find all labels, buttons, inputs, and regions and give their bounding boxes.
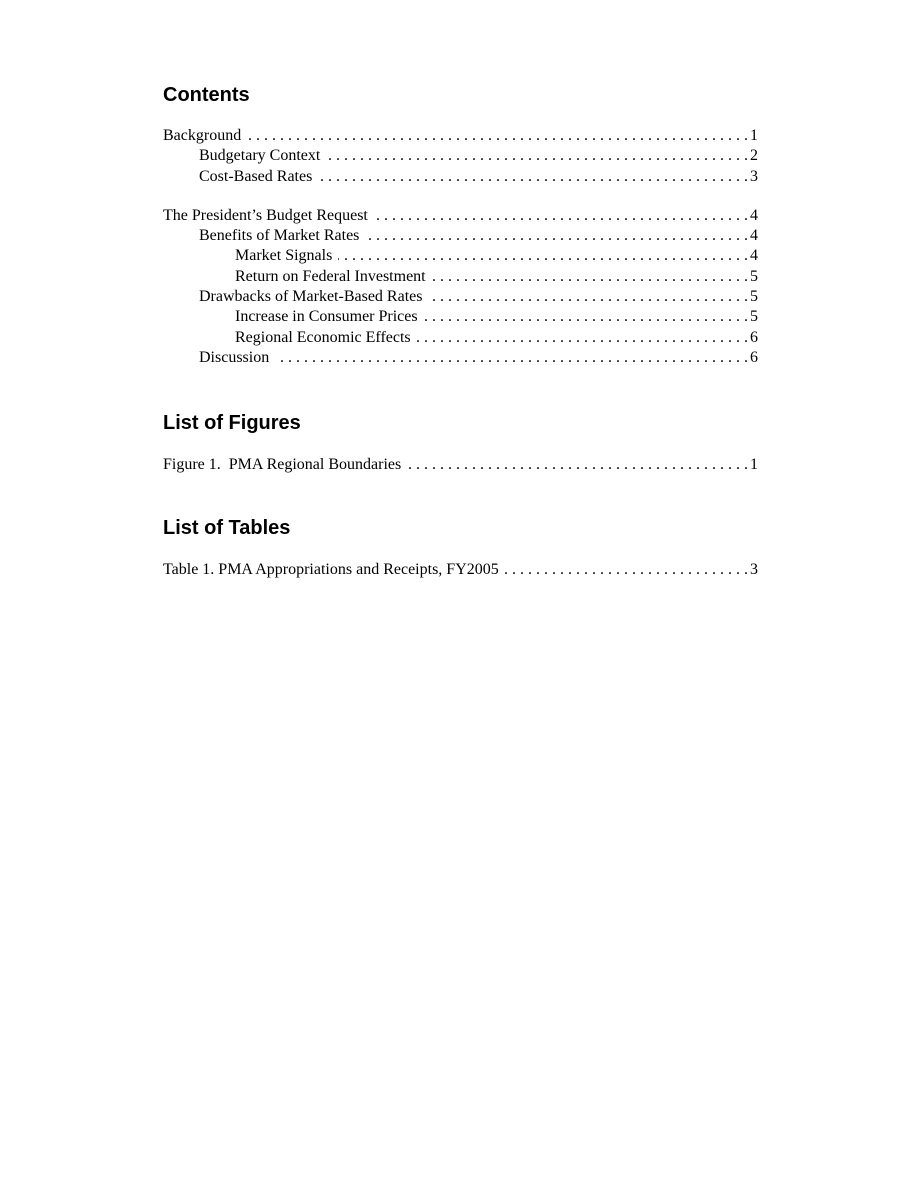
toc-entry-background[interactable] <box>163 126 758 146</box>
toc-entry-title: Increase in Consumer Prices <box>235 308 418 326</box>
figure-entry-pma-regional-boundaries[interactable] <box>163 455 758 475</box>
toc-entry-increase-in-consumer-prices[interactable] <box>163 307 758 327</box>
dot-leader <box>247 126 748 146</box>
list-of-figures-heading: List of Figures <box>163 412 301 434</box>
toc-entry-page: 4 <box>750 206 758 224</box>
dot-leader <box>318 167 748 187</box>
figures-list <box>163 455 758 475</box>
contents-heading: Contents <box>163 84 250 106</box>
toc-entry-return-on-federal-investment[interactable] <box>163 267 758 287</box>
toc-entry-page: 2 <box>750 147 758 165</box>
toc-entry-title: Return on Federal Investment <box>235 267 426 285</box>
dot-leader <box>365 226 748 246</box>
list-of-tables-heading: List of Tables <box>163 517 291 539</box>
toc-entry-page: 5 <box>750 308 758 326</box>
toc-entry-page: 5 <box>750 267 758 285</box>
toc-entry-page: 4 <box>750 227 758 245</box>
dot-leader <box>326 146 748 166</box>
toc-entry-page: 4 <box>750 247 758 265</box>
table-entry-page: 3 <box>750 561 758 578</box>
toc-entry-title: Budgetary Context <box>199 147 321 165</box>
toc-entry-presidents-budget-request[interactable] <box>163 206 758 226</box>
dot-leader <box>505 560 748 580</box>
figure-entry-page: 1 <box>750 456 758 473</box>
toc-entry-title: Regional Economic Effects <box>235 328 411 346</box>
toc-entry-discussion[interactable] <box>163 348 758 368</box>
toc-entry-page: 5 <box>750 288 758 306</box>
toc-entry-regional-economic-effects[interactable] <box>163 328 758 348</box>
toc-entry-title: Background <box>163 127 242 144</box>
contents-list <box>163 126 758 368</box>
dot-leader <box>275 348 748 368</box>
dot-leader <box>432 267 748 287</box>
dot-leader <box>424 307 748 327</box>
toc-entry-title: Drawbacks of Market-Based Rates <box>199 288 423 306</box>
toc-entry-title: Discussion <box>199 348 270 366</box>
toc-entry-cost-based-rates[interactable] <box>163 167 758 187</box>
table-entry-title: Table 1. PMA Appropriations and Receipts, FY2005 <box>163 561 499 578</box>
tables-list <box>163 560 758 580</box>
toc-entry-page: 6 <box>750 328 758 346</box>
toc-entry-title: Cost-Based Rates <box>199 167 313 185</box>
dot-leader <box>338 246 748 266</box>
figure-entry-title: Figure 1. PMA Regional Boundaries <box>163 456 402 473</box>
dot-leader <box>407 455 748 475</box>
dot-leader <box>417 328 748 348</box>
toc-entry-page: 1 <box>750 127 758 144</box>
toc-entry-market-signals[interactable] <box>163 246 758 266</box>
toc-entry-title: Market Signals <box>235 247 333 265</box>
toc-entry-drawbacks-of-market-based-rates[interactable] <box>163 287 758 307</box>
toc-entry-page: 3 <box>750 167 758 185</box>
toc-entry-budgetary-context[interactable] <box>163 146 758 166</box>
dot-leader <box>374 206 748 226</box>
toc-entry-benefits-of-market-rates[interactable] <box>163 226 758 246</box>
table-entry-pma-appropriations-and-receipts[interactable] <box>163 560 758 580</box>
toc-entry-title: The President’s Budget Request <box>163 206 368 224</box>
toc-entry-page: 6 <box>750 348 758 366</box>
dot-leader <box>428 287 748 307</box>
toc-entry-title: Benefits of Market Rates <box>199 227 360 245</box>
